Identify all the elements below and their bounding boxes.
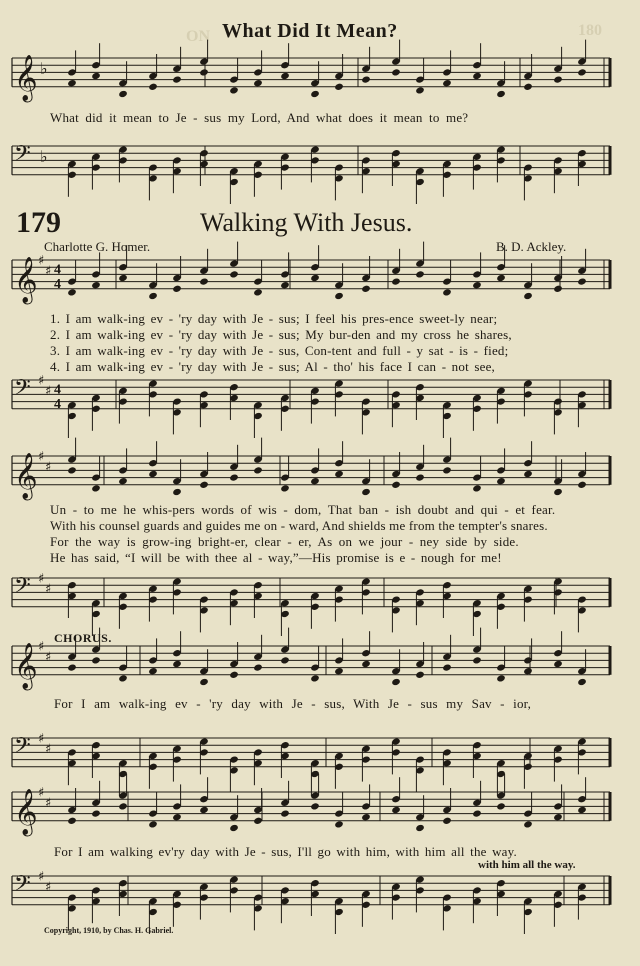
notehead xyxy=(118,802,128,810)
notehead xyxy=(253,79,263,87)
notehead xyxy=(361,813,371,821)
sharp-icon: ♯ xyxy=(38,373,45,389)
notehead xyxy=(310,90,320,98)
sharp-icon: ♯ xyxy=(45,460,52,476)
sharp-icon: ♯ xyxy=(38,253,45,269)
notehead xyxy=(310,274,320,282)
flat-icon: ♭ xyxy=(40,146,48,166)
notehead xyxy=(148,667,158,675)
notehead xyxy=(253,466,263,474)
notehead xyxy=(577,678,587,686)
chorus-line-2: For I am walking ev'ry day with Je - sus, I'll go with him, with him all the way. xyxy=(54,844,517,859)
notehead xyxy=(229,270,239,278)
sharp-icon: ♯ xyxy=(38,785,45,801)
sharp-icon: ♯ xyxy=(38,869,45,885)
notehead xyxy=(577,277,587,285)
notehead xyxy=(280,656,290,664)
notehead xyxy=(280,281,290,289)
notehead xyxy=(334,667,344,675)
ghost-page-text: ON xyxy=(186,28,210,45)
notehead xyxy=(67,663,77,671)
notehead xyxy=(310,477,320,485)
notehead xyxy=(148,470,158,478)
notehead xyxy=(91,484,101,492)
notehead xyxy=(415,824,425,832)
notehead xyxy=(172,660,182,668)
sharp-icon: ♯ xyxy=(38,731,45,747)
notehead xyxy=(148,820,158,828)
notehead xyxy=(415,671,425,679)
notehead xyxy=(523,820,533,828)
notehead xyxy=(496,802,506,810)
notehead xyxy=(172,813,182,821)
notehead xyxy=(280,484,290,492)
sharp-icon: ♯ xyxy=(45,650,52,666)
notehead xyxy=(199,481,209,489)
staff-prev-bass xyxy=(0,132,640,202)
notehead xyxy=(118,674,128,682)
lyricist-credit: Charlotte G. Homer. xyxy=(44,239,151,254)
notehead xyxy=(553,813,563,821)
notehead xyxy=(148,83,158,91)
notehead xyxy=(253,817,263,825)
chorus-label: CHORUS. xyxy=(54,631,112,645)
notehead xyxy=(415,86,425,94)
notehead xyxy=(415,473,425,481)
ghost-page-number: 180 xyxy=(578,22,602,39)
notehead xyxy=(67,817,77,825)
treble-clef-icon: 𝄞 xyxy=(14,452,38,499)
notehead xyxy=(496,674,506,682)
notehead xyxy=(391,481,401,489)
time-signature-top: 4 xyxy=(54,262,61,278)
sharp-icon: ♯ xyxy=(38,571,45,587)
chorus-line-1: For I am walk-ing ev - 'ry day with Je - sus, With Je - sus my Sav - ior, xyxy=(54,696,532,711)
notehead xyxy=(229,824,239,832)
verse-2-line-1: 2. I am walk-ing ev - 'ry day with Je - sus; My bur-den and my cross he shares, xyxy=(50,327,512,342)
notehead xyxy=(391,678,401,686)
notehead xyxy=(472,72,482,80)
bass-clef-icon: 𝄢 xyxy=(14,573,31,604)
notehead xyxy=(199,806,209,814)
notehead xyxy=(91,809,101,817)
notehead xyxy=(310,802,320,810)
sharp-icon: ♯ xyxy=(45,264,52,280)
bass-clef-icon: 𝄢 xyxy=(14,871,31,902)
notehead xyxy=(472,656,482,664)
notehead xyxy=(172,285,182,293)
notehead xyxy=(442,663,452,671)
notehead xyxy=(91,281,101,289)
verse-4-line-2: He has said, “I will be with thee al - way,”—His promise is e - nough for me! xyxy=(50,550,502,565)
verse-4-line-1: 4. I am walk-ing ev - 'ry day with Je - sus; Al - tho' his face I can - not see, xyxy=(50,359,495,374)
notehead xyxy=(523,292,533,300)
treble-clef-icon: 𝄞 xyxy=(14,54,38,101)
notehead xyxy=(415,270,425,278)
notehead xyxy=(172,75,182,83)
sharp-icon: ♯ xyxy=(45,742,52,758)
notehead xyxy=(118,477,128,485)
notehead xyxy=(229,473,239,481)
notehead xyxy=(577,481,587,489)
notehead xyxy=(229,671,239,679)
staff-s2-bass xyxy=(0,564,640,634)
staff-s1-treble xyxy=(0,246,640,316)
notehead xyxy=(253,663,263,671)
composer-credit: B. D. Ackley. xyxy=(496,239,567,254)
notehead xyxy=(523,83,533,91)
notehead xyxy=(553,75,563,83)
notehead xyxy=(280,72,290,80)
prev-song-title: What Did It Mean? xyxy=(222,20,398,42)
notehead xyxy=(577,68,587,76)
bass-clef-icon: 𝄢 xyxy=(14,375,31,406)
notehead xyxy=(310,674,320,682)
time-signature-bottom: 4 xyxy=(54,277,61,293)
notehead xyxy=(553,285,563,293)
notehead xyxy=(553,488,563,496)
notehead xyxy=(91,656,101,664)
bass-clef-icon: 𝄢 xyxy=(14,733,31,764)
notehead xyxy=(361,285,371,293)
treble-clef-icon: 𝄞 xyxy=(14,642,38,689)
notehead xyxy=(496,477,506,485)
sharp-icon: ♯ xyxy=(38,639,45,655)
time-signature-top: 4 xyxy=(54,382,61,398)
sharp-icon: ♯ xyxy=(38,449,45,465)
notehead xyxy=(391,68,401,76)
notehead xyxy=(442,817,452,825)
notehead xyxy=(91,72,101,80)
notehead xyxy=(334,470,344,478)
notehead xyxy=(442,79,452,87)
sharp-icon: ♯ xyxy=(45,384,52,400)
verse-3-line-2: For the way is grow-ing bright-er, clear - er, As on we jour - ney side by side. xyxy=(50,534,519,549)
bass-clef-icon: 𝄢 xyxy=(14,141,31,172)
notehead xyxy=(67,288,77,296)
notehead xyxy=(229,86,239,94)
hymn-title: Walking With Jesus. xyxy=(200,208,413,237)
notehead xyxy=(199,277,209,285)
notehead xyxy=(148,292,158,300)
time-signature-bottom: 4 xyxy=(54,397,61,413)
flat-icon: ♭ xyxy=(40,58,48,78)
notehead xyxy=(442,466,452,474)
treble-clef-icon: 𝄞 xyxy=(14,256,38,303)
prev-song-lyric: What did it mean to Je - sus my Lord, And what does it mean to me? xyxy=(50,110,469,125)
notehead xyxy=(391,806,401,814)
notehead xyxy=(523,667,533,675)
copyright-notice: Copyright, 1910, by Chas. H. Gabriel. xyxy=(44,926,174,935)
chorus-echo: with him all the way. xyxy=(478,859,576,871)
verse-1-line-2: Un - to me he whis-pers words of wis - dom, That ban - ish doubt and qui - et fear. xyxy=(50,502,556,517)
verse-2-line-2: With his counsel guards and guides me on - ward, And shields me from the tempter's snares. xyxy=(50,518,548,533)
notehead xyxy=(442,288,452,296)
notehead xyxy=(67,466,77,474)
treble-clef-icon: 𝄞 xyxy=(14,788,38,835)
notehead xyxy=(334,292,344,300)
notehead xyxy=(523,470,533,478)
notehead xyxy=(280,809,290,817)
notehead xyxy=(496,90,506,98)
notehead xyxy=(361,660,371,668)
notehead xyxy=(361,75,371,83)
notehead xyxy=(472,281,482,289)
notehead xyxy=(472,809,482,817)
notehead xyxy=(118,90,128,98)
notehead xyxy=(496,274,506,282)
notehead xyxy=(334,83,344,91)
notehead xyxy=(67,79,77,87)
hymn-number: 179 xyxy=(16,206,61,239)
verse-3-line-1: 3. I am walk-ing ev - 'ry day with Je - sus, Con-tent and full - y sat - is - fied; xyxy=(50,343,509,358)
verse-1-line-1: 1. I am walk-ing ev - 'ry day with Je - sus; I feel his pres-ence sweet-ly near; xyxy=(50,311,498,326)
notehead xyxy=(253,288,263,296)
sharp-icon: ♯ xyxy=(45,880,52,896)
notehead xyxy=(361,488,371,496)
notehead xyxy=(334,820,344,828)
notehead xyxy=(577,806,587,814)
sharp-icon: ♯ xyxy=(45,796,52,812)
notehead xyxy=(199,678,209,686)
notehead xyxy=(553,660,563,668)
staff-s1-bass xyxy=(0,366,640,436)
sharp-icon: ♯ xyxy=(45,582,52,598)
notehead xyxy=(118,274,128,282)
notehead xyxy=(199,68,209,76)
staff-s4-treble xyxy=(0,778,640,848)
staff-s4-bass xyxy=(0,862,640,932)
notehead xyxy=(391,277,401,285)
staff-prev-treble xyxy=(0,44,640,114)
notehead xyxy=(172,488,182,496)
notehead xyxy=(472,484,482,492)
